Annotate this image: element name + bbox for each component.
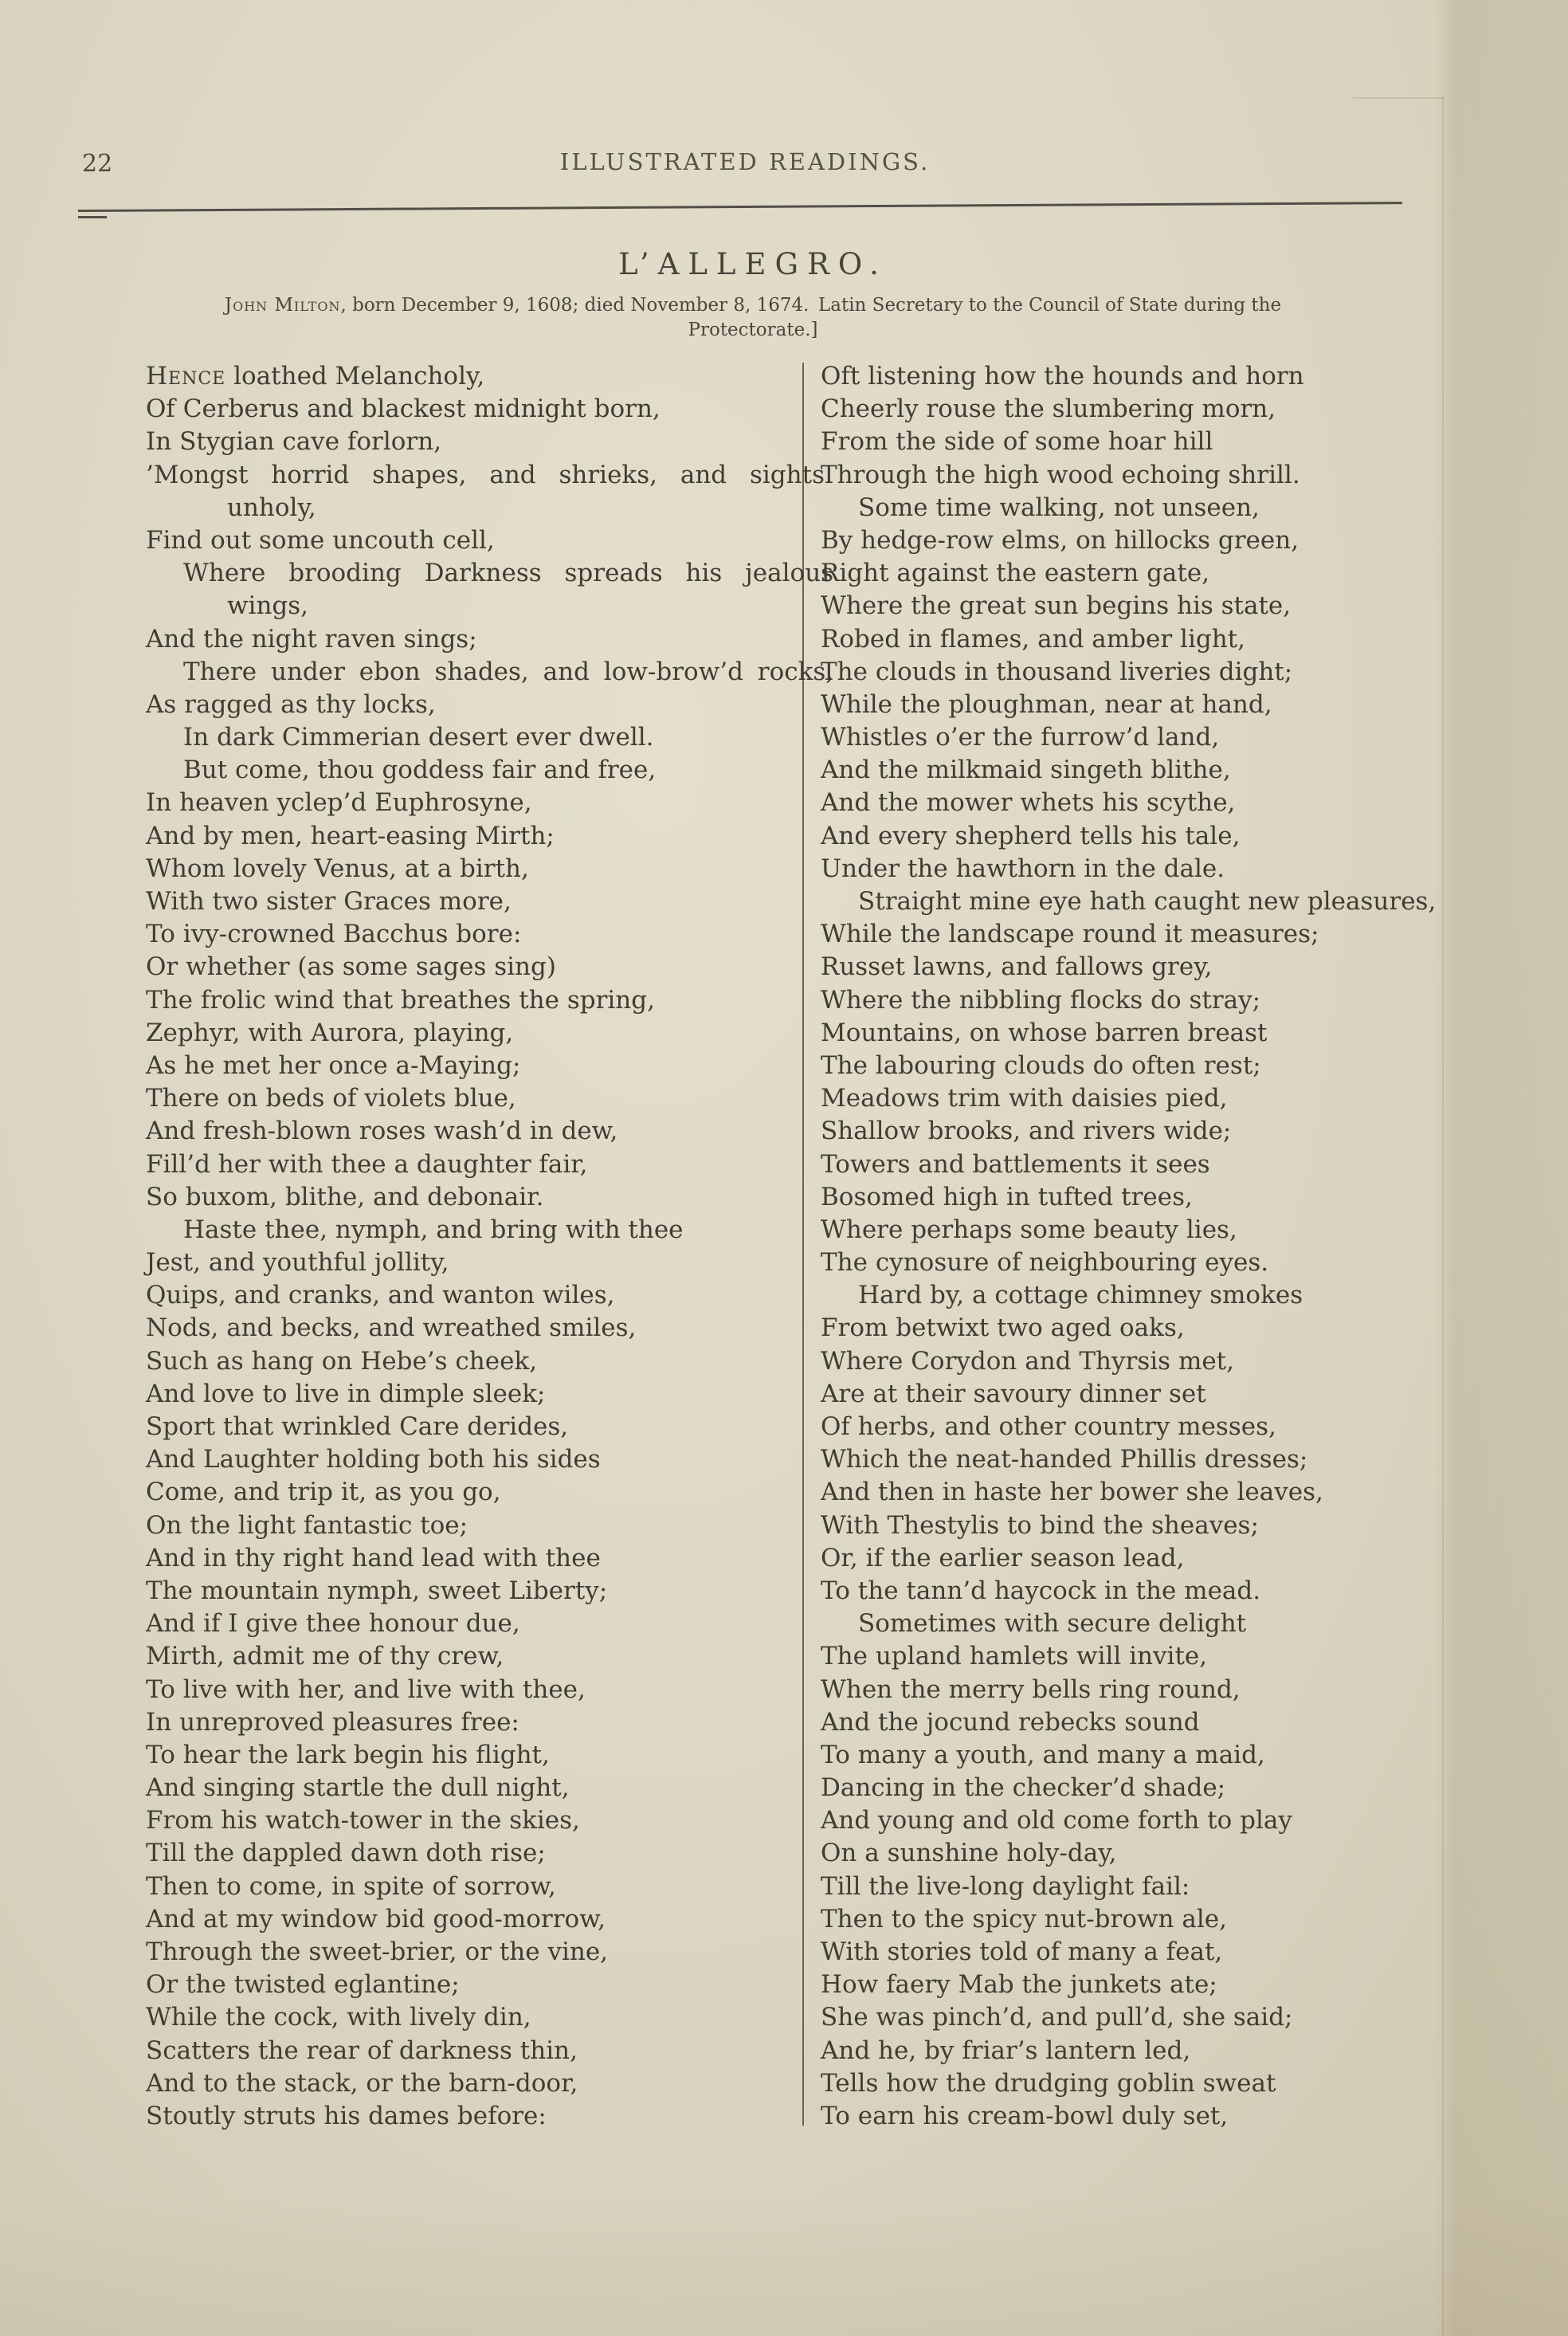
poem-line: Then to the spicy nut-brown ale, [821, 1904, 1227, 1934]
poem-line: Fill’d her with thee a daughter fair, [146, 1149, 588, 1179]
poem-line: Tells how the drudging goblin sweat [821, 2068, 1276, 2098]
poem-line: Shallow brooks, and rivers wide; [821, 1117, 1232, 1146]
poem-line: From his watch-tower in the skies, [146, 1806, 580, 1835]
poem-line: And every shepherd tells his tale, [821, 821, 1241, 850]
poem-line: The cynosure of neighbouring eyes. [821, 1248, 1269, 1278]
poem-line: Hard by, a cottage chimney smokes [858, 1281, 1303, 1310]
poem-line: The frolic wind that breathes the spring, [146, 985, 655, 1015]
poem-line: From betwixt two aged oaks, [821, 1313, 1185, 1343]
poem-line: Where Corydon and Thyrsis met, [821, 1346, 1234, 1376]
poem-line: Cheerly rouse the slumbering morn, [821, 395, 1276, 424]
poem-line: To hear the lark begin his flight, [146, 1740, 550, 1769]
poem-line: Oft listening how the hounds and horn [821, 362, 1304, 391]
poem-line: So buxom, blithe, and debonair. [146, 1182, 544, 1211]
poem-line: In dark Cimmerian desert ever dwell. [183, 723, 654, 752]
poem-line: Quips, and cranks, and wanton wiles, [146, 1281, 615, 1310]
poem-line: And Laughter holding both his sides [146, 1445, 601, 1474]
poem-line: To many a youth, and many a maid, [821, 1740, 1265, 1769]
poem-line: Haste thee, nymph, and bring with thee [183, 1215, 684, 1244]
poem-column-right [821, 360, 1436, 2133]
poem-line: And then in haste her bower she leaves, [821, 1478, 1323, 1507]
poem-line: Through the sweet-brier, or the vine, [146, 1938, 609, 1966]
poem-line: And at my window bid good-morrow, [146, 1904, 606, 1934]
poem-line: While the cock, with lively din, [146, 2003, 531, 2032]
running-head-title: ILLUSTRATED READINGS. [559, 148, 931, 175]
poem-line: Some time walking, not unseen, [858, 493, 1260, 522]
poem-line: Such as hang on Hebe’s cheek, [146, 1346, 538, 1376]
poem-line: The labouring clouds do often rest; [821, 1050, 1261, 1080]
poem-line: To live with her, and live with thee, [146, 1674, 586, 1704]
poem-line: And the milkmaid singeth blithe, [821, 756, 1231, 785]
poem-line: And love to live in dimple sleek; [146, 1379, 546, 1408]
poem-line: And singing startle the dull night, [146, 1773, 570, 1803]
poem-line: Russet lawns, and fallows grey, [821, 952, 1213, 982]
poem-line: Of Cerberus and blackest midnight born, [146, 395, 661, 424]
poem-line: To ivy-crowned Bacchus bore: [146, 920, 522, 949]
poem-line: Where the nibbling flocks do stray; [821, 985, 1261, 1015]
poem-column-left [146, 360, 833, 2133]
poem-line: Robed in flames, and amber light, [821, 624, 1245, 654]
poem-line: Whistles o’er the furrow’d land, [821, 723, 1220, 752]
poem-line: With stories told of many a feat, [821, 1938, 1223, 1966]
poem-line: Meadows trim with daisies pied, [821, 1084, 1228, 1113]
poem-line: With Thestylis to bind the sheaves; [821, 1510, 1259, 1540]
page-edge-line-horizontal [1353, 97, 1444, 99]
poem-attribution-line1 [0, 295, 1506, 316]
poem-line: And the jocund rebecks sound [821, 1707, 1200, 1737]
poem-line: And to the stack, or the barn-door, [146, 2068, 578, 2098]
poem-line: Dancing in the checker’d shade; [821, 1773, 1226, 1803]
page-number: 22 [82, 150, 113, 178]
poem-line: From the side of some hoar hill [821, 427, 1213, 457]
poem-line: wings, [227, 591, 309, 621]
poem-line: Mirth, admit me of thy crew, [146, 1642, 504, 1671]
poem-line: Straight mine eye hath caught new pleasures, [858, 887, 1437, 916]
poem-line: Scatters the rear of darkness thin, [146, 2036, 578, 2065]
poem-line: unholy, [227, 493, 316, 522]
header-rule-dash [78, 216, 107, 218]
poem-line: And if I give thee honour due, [146, 1609, 520, 1639]
poem-line: Bosomed high in tufted trees, [821, 1182, 1193, 1211]
poem-line: How faery Mab the junkets ate; [821, 1970, 1217, 2000]
poem-line: To earn his cream-bowl duly set, [821, 2101, 1229, 2130]
poem-line: Which the neat-handed Phillis dresses; [821, 1445, 1308, 1474]
poem-line: Where the great sun begins his state, [821, 591, 1292, 621]
poem-line: She was pinch’d, and pull’d, she said; [821, 2003, 1293, 2032]
poem-line: Hence loathed Melancholy, [146, 362, 485, 391]
poem-line: While the landscape round it measures; [821, 920, 1319, 949]
poem-line: Till the dappled dawn doth rise; [146, 1839, 546, 1868]
poem-line: And fresh-blown roses wash’d in dew, [146, 1117, 618, 1146]
poem-line: In unreproved pleasures free: [146, 1707, 519, 1737]
poem-line: And he, by friar’s lantern led, [821, 2036, 1191, 2065]
poem-line: Or, if the earlier season lead, [821, 1543, 1185, 1572]
poem-line: The upland hamlets will invite, [821, 1642, 1208, 1671]
poem-line: Sometimes with secure delight [858, 1609, 1247, 1639]
poem-line: Towers and battlements it sees [821, 1149, 1210, 1179]
poem-line: In Stygian cave forlorn, [146, 427, 442, 457]
poem-line: Nods, and becks, and wreathed smiles, [146, 1313, 637, 1343]
poem-line: Of herbs, and other country messes, [821, 1412, 1276, 1441]
poem-attribution-rest: , born December 9, 1608; died November 8, 1674. Latin Secretary to the Council of State during the [340, 295, 1282, 316]
poem-line: Find out some uncouth cell, [146, 525, 495, 555]
poem-line: On the light fantastic toe; [146, 1510, 468, 1540]
poem-line: By hedge-row elms, on hillocks green, [821, 525, 1299, 555]
poem-line: ’Mongst horrid shapes, and shrieks, and sights [146, 460, 825, 489]
poem-author: John Milton [224, 295, 341, 316]
page-edge-line-vertical [1442, 96, 1444, 2336]
poem-line-first-word-smallcaps: Hence [146, 362, 226, 391]
header-rule [78, 202, 1402, 212]
poem-line: On a sunshine holy-day, [821, 1839, 1117, 1868]
poem-line: And the mower whets his scythe, [821, 788, 1236, 818]
poem-line: The clouds in thousand liveries dight; [821, 657, 1293, 686]
poem-line: There under ebon shades, and low-brow’d rocks, [183, 657, 834, 686]
poem-line: Whom lovely Venus, at a birth, [146, 854, 529, 883]
poem-line: And by men, heart-easing Mirth; [146, 821, 555, 850]
poem-line: In heaven yclep’d Euphrosyne, [146, 788, 532, 818]
poem-line: Or whether (as some sages sing) [146, 952, 556, 982]
poem-line: Jest, and youthful jollity, [146, 1248, 449, 1278]
poem-line: But come, thou goddess fair and free, [183, 756, 657, 785]
poem-title: L’ALLEGRO. [618, 247, 888, 281]
poem-line: And young and old come forth to play [821, 1806, 1292, 1835]
poem-line: Where brooding Darkness spreads his jealous [183, 559, 834, 588]
poem-line: While the ploughman, near at hand, [821, 689, 1272, 719]
poem-line: Right against the eastern gate, [821, 559, 1210, 588]
poem-line: When the merry bells ring round, [821, 1674, 1241, 1704]
poem-line: Stoutly struts his dames before: [146, 2101, 547, 2130]
poem-line: Are at their savoury dinner set [821, 1379, 1206, 1408]
poem-line: Mountains, on whose barren breast [821, 1018, 1268, 1047]
poem-line: Come, and trip it, as you go, [146, 1478, 501, 1507]
poem-line: There on beds of violets blue, [146, 1084, 516, 1113]
poem-line: With two sister Graces more, [146, 887, 512, 916]
poem-line: As he met her once a-Maying; [146, 1050, 521, 1080]
poem-line: Then to come, in spite of sorrow, [146, 1871, 556, 1901]
poem-line: To the tann’d haycock in the mead. [821, 1576, 1261, 1605]
poem-line: And in thy right hand lead with thee [146, 1543, 601, 1572]
poem-line: Till the live-long daylight fail: [821, 1871, 1190, 1901]
poem-line: And the night raven sings; [146, 624, 477, 654]
poem-line: Where perhaps some beauty lies, [821, 1215, 1237, 1244]
poem-line: Sport that wrinkled Care derides, [146, 1412, 569, 1441]
poem-line: Through the high wood echoing shrill. [821, 460, 1300, 489]
poem-line: Under the hawthorn in the dale. [821, 854, 1225, 883]
poem-attribution-line2: Protectorate.] [688, 320, 818, 340]
poem-line: Zephyr, with Aurora, playing, [146, 1018, 514, 1047]
poem-line: Or the twisted eglantine; [146, 1970, 460, 2000]
poem-line: As ragged as thy locks, [146, 689, 436, 719]
poem-line: The mountain nymph, sweet Liberty; [146, 1576, 608, 1605]
